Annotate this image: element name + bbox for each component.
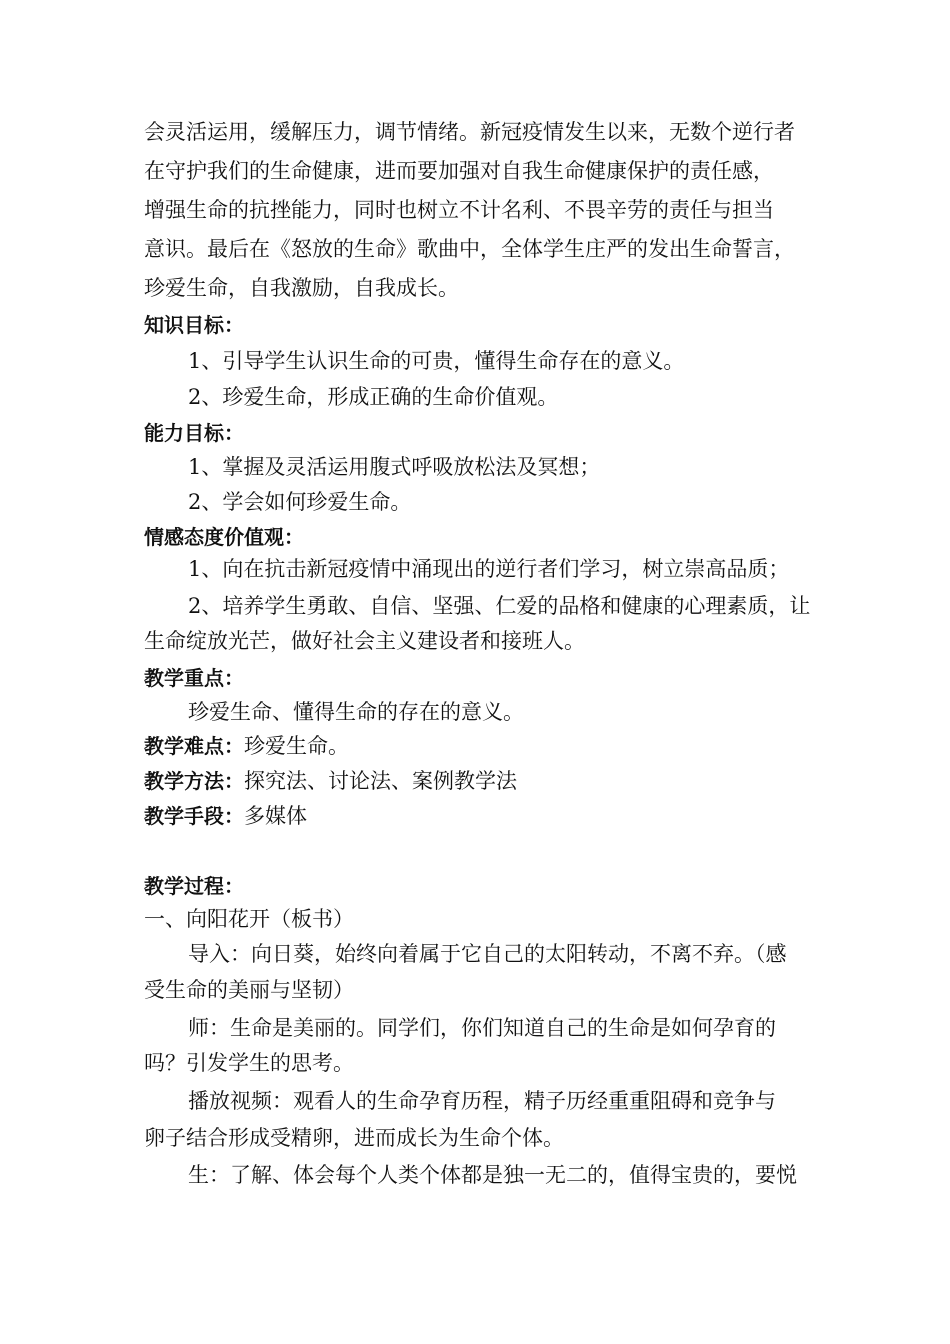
key-point-heading: 教学重点： — [144, 666, 244, 690]
process-paragraph-cont: 吗？引发学生的思考。 — [144, 1051, 354, 1075]
intro-line: 增强生命的抗挫能力，同时也树立不计名利、不畏辛劳的责任与担当 — [144, 198, 774, 222]
intro-line: 珍爱生命，自我激励，自我成长。 — [144, 276, 459, 300]
process-paragraph-cont: 卵子结合形成受精卵，进而成长为生命个体。 — [144, 1126, 564, 1150]
method-label: 教学方法： — [144, 769, 244, 793]
difficulty-label: 教学难点： — [144, 734, 244, 758]
process-paragraph: 播放视频：观看人的生命孕育历程，精子历经重重阻碍和竞争与 — [188, 1089, 776, 1113]
intro-line: 会灵活运用，缓解压力，调节情绪。新冠疫情发生以来，无数个逆行者 — [144, 120, 795, 144]
emotion-goal-item: 1、向在抗击新冠疫情中涌现出的逆行者们学习，树立崇高品质； — [188, 557, 790, 581]
difficulty-text: 珍爱生命。 — [244, 734, 349, 758]
key-point-text: 珍爱生命、懂得生命的存在的意义。 — [188, 700, 524, 724]
ability-goal-heading: 能力目标： — [144, 421, 244, 445]
knowledge-goal-item: 1、引导学生认识生命的可贵，懂得生命存在的意义。 — [188, 349, 685, 373]
process-paragraph: 生：了解、体会每个人类个体都是独一无二的，值得宝贵的，要悦 — [188, 1163, 797, 1187]
process-paragraph: 师：生命是美丽的。同学们，你们知道自己的生命是如何孕育的 — [188, 1016, 776, 1040]
difficulty-row — [144, 732, 349, 760]
emotion-goal-item: 2、培养学生勇敢、自信、坚强、仁爱的品格和健康的心理素质，让 — [188, 594, 811, 618]
process-paragraph: 导入：向日葵，始终向着属于它自己的太阳转动，不离不弃。（感 — [188, 942, 787, 966]
ability-goal-item: 1、掌握及灵活运用腹式呼吸放松法及冥想； — [188, 455, 601, 479]
means-text: 多媒体 — [244, 804, 307, 828]
intro-line: 意识。最后在《怒放的生命》歌曲中，全体学生庄严的发出生命誓言， — [144, 237, 795, 261]
knowledge-goal-item: 2、珍爱生命，形成正确的生命价值观。 — [188, 385, 559, 409]
process-heading: 教学过程： — [144, 874, 244, 898]
emotion-goal-item-cont: 生命绽放光芒，做好社会主义建设者和接班人。 — [144, 629, 585, 653]
means-label: 教学手段： — [144, 804, 244, 828]
ability-goal-item: 2、学会如何珍爱生命。 — [188, 490, 412, 514]
emotion-goal-heading: 情感态度价值观： — [144, 525, 304, 549]
process-section-title: 一、向阳花开（板书） — [144, 907, 354, 931]
means-row — [144, 802, 307, 830]
knowledge-goal-heading: 知识目标： — [144, 313, 244, 337]
process-paragraph-cont: 受生命的美丽与坚韧） — [144, 978, 354, 1002]
method-row — [144, 767, 517, 795]
method-text: 探究法、讨论法、案例教学法 — [244, 769, 517, 793]
intro-line: 在守护我们的生命健康，进而要加强对自我生命健康保护的责任感， — [144, 159, 774, 183]
